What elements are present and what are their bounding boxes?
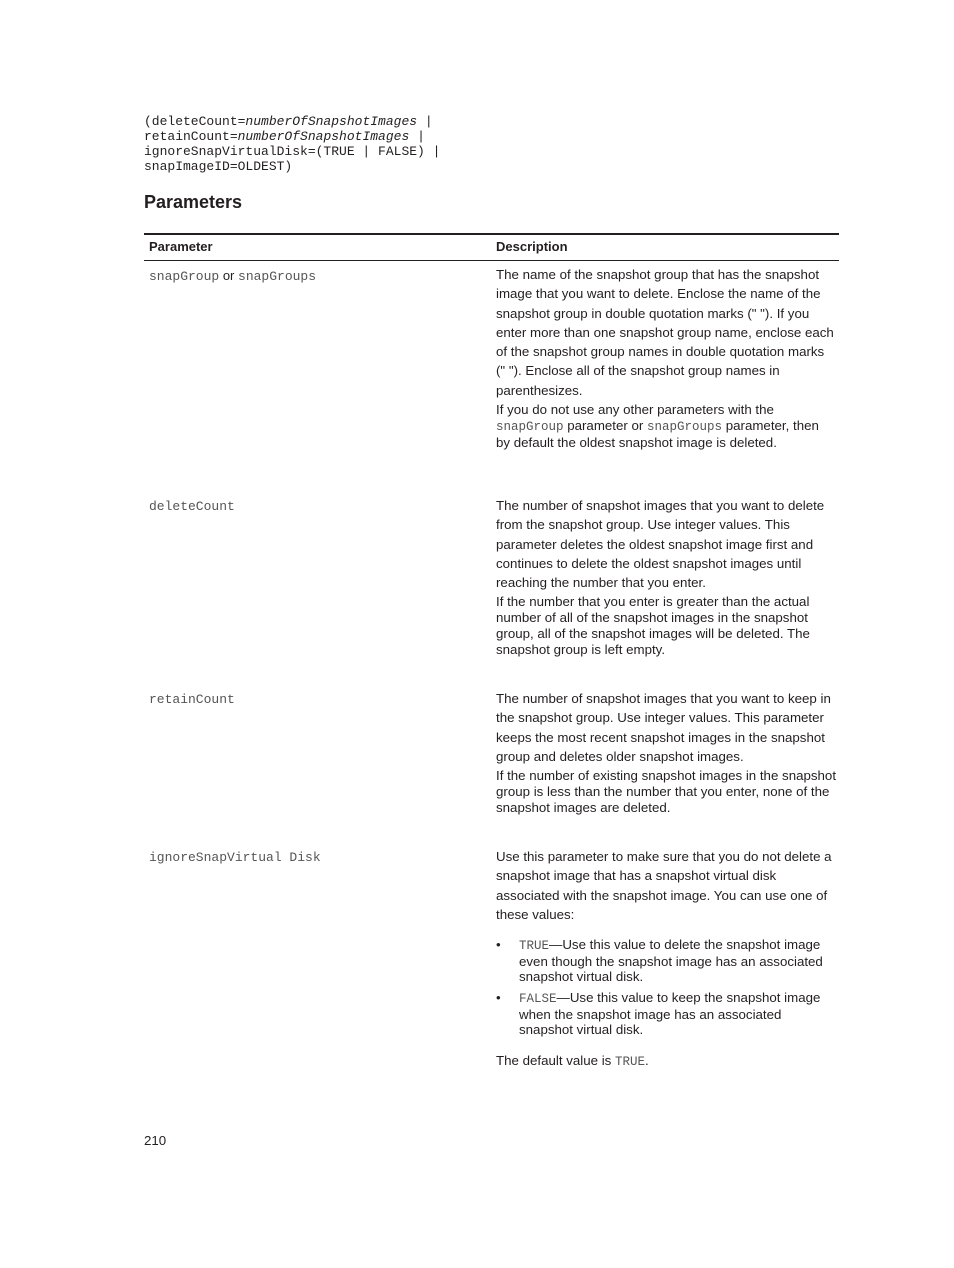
inline-code: snapGroups — [647, 420, 723, 435]
description-paragraph: The number of snapshot images that you want to delete from the snapshot group. Use integer values. This parameter deletes the oldest snapshot image first and continues to delete the oldest snapshot images until reaching the number that you enter. — [496, 498, 825, 591]
section-heading: Parameters — [144, 192, 243, 212]
syntax-variable: numberOfSnapshotImages — [245, 114, 418, 129]
parameters-table — [144, 233, 839, 1073]
description-paragraph: The number of snapshot images that you want to keep in the snapshot group. Use integer values. This parameter keeps the most recent snapshot images in the snapshot group and deletes older snapshot images. — [496, 691, 831, 764]
description-paragraph: Use this parameter to make sure that you do not delete a snapshot image that has a snapshot virtual disk associated with the snapshot image. You can use one of these values: — [496, 849, 832, 922]
description-paragraph: If the number that you enter is greater than the actual number of all of the snapshot images in the snapshot group, all of the snapshot images will be deleted. The snapshot group is left empty. — [496, 594, 810, 658]
bullet-icon: • — [496, 990, 501, 1006]
description-paragraph: If the number of existing snapshot images in the snapshot group is less than the number that you enter, none of the snapshot images are deleted. — [496, 768, 837, 816]
syntax-block — [144, 114, 440, 174]
values-list — [496, 937, 836, 1037]
table-row — [144, 843, 839, 1073]
list-item-text: —Use this value to delete the snapshot image even though the snapshot image has an associated snapshot virtual disk. — [519, 937, 823, 985]
description-text: The default value is — [496, 1053, 616, 1069]
syntax-text: ignoreSnapVirtualDisk=(TRUE | FALSE) | — [144, 144, 441, 159]
inline-code: snapGroup — [496, 420, 564, 435]
parameter-name: retainCount — [149, 692, 235, 707]
inline-code: TRUE — [615, 1055, 646, 1070]
list-item — [496, 990, 836, 1037]
parameter-description — [496, 265, 836, 451]
list-item — [496, 937, 836, 984]
description-text: parameter, then by default the oldest snapshot image is deleted. — [496, 418, 819, 451]
inline-code: TRUE — [519, 939, 550, 954]
syntax-text: retainCount= — [144, 129, 238, 144]
parameter-description — [496, 496, 836, 658]
parameter-description — [496, 847, 836, 1072]
parameter-name: ignoreSnapVirtual Disk — [149, 850, 321, 865]
parameter-name — [149, 268, 316, 284]
description-text: If you do not use any other parameters with the — [496, 402, 774, 418]
parameter-code: snapGroup — [149, 269, 220, 284]
description-text: parameter or — [563, 418, 648, 434]
syntax-variable: numberOfSnapshotImages — [237, 129, 410, 144]
syntax-text: (deleteCount= — [144, 114, 246, 129]
parameter-description — [496, 689, 836, 816]
inline-code: FALSE — [519, 992, 557, 1007]
description-paragraph: The name of the snapshot group that has the snapshot image that you want to delete. Enclose the name of the snapshot group in double quotation marks (" "). If you enter more than one snapshot group name, enclose each of the snapshot group names in double quotation marks (" "). Enclose all of the snapshot group names in parenthesizes. — [496, 267, 834, 398]
page-number: 210 — [144, 1133, 167, 1148]
column-header-description: Description — [496, 239, 568, 254]
table-row — [144, 686, 839, 843]
table-row — [144, 261, 839, 493]
list-item-text: —Use this value to keep the snapshot image when the snapshot image has an associated snapshot virtual disk. — [519, 990, 821, 1038]
syntax-text: snapImageID=OLDEST) — [144, 159, 293, 174]
syntax-text: | — [417, 114, 433, 129]
description-paragraph — [496, 402, 836, 451]
table-header — [144, 233, 839, 261]
syntax-text: | — [409, 129, 425, 144]
parameter-code: snapGroups — [238, 269, 317, 284]
bullet-icon: • — [496, 937, 501, 953]
description-text: . — [645, 1053, 649, 1069]
parameter-name: deleteCount — [149, 499, 235, 514]
table-row — [144, 493, 839, 686]
description-paragraph — [496, 1051, 836, 1072]
column-header-parameter: Parameter — [149, 239, 213, 254]
parameter-or: or — [219, 268, 239, 283]
